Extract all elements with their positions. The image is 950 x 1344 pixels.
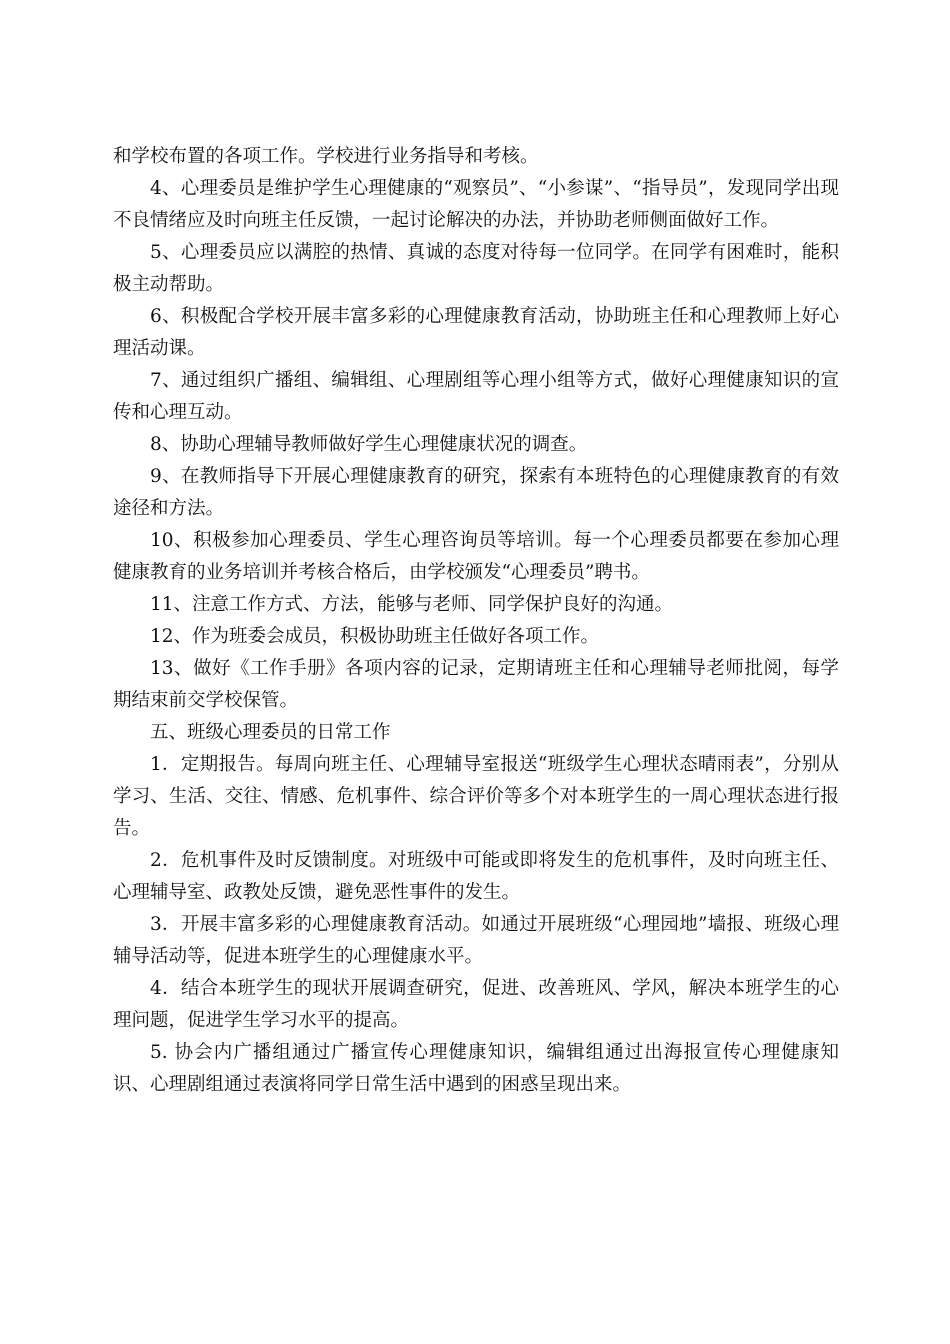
daily-work-item-2: 2．危机事件及时反馈制度。对班级中可能或即将发生的危机事件，及时向班主任、心理辅导室、政教处反馈，避免恶性事件的发生。 <box>113 850 839 903</box>
daily-work-item-4: 4．结合本班学生的现状开展调查研究，促进、改善班风、学风，解决本班学生的心理问题，促进学生学习水平的提高。 <box>113 978 839 1031</box>
paragraph-item-9: 9、在教师指导下开展心理健康教育的研究，探索有本班特色的心理健康教育的有效途径和方法。 <box>113 466 839 519</box>
daily-work-item-3: 3．开展丰富多彩的心理健康教育活动。如通过开展班级“心理园地”墙报、班级心理辅导活动等，促进本班学生的心理健康水平。 <box>113 914 839 967</box>
paragraph-item-8: 8、协助心理辅导教师做好学生心理健康状况的调查。 <box>150 434 588 455</box>
paragraph-item-10: 10、积极参加心理委员、学生心理咨询员等培训。每一个心理委员都要在参加心理健康教育的业务培训并考核合格后，由学校颁发“心理委员”聘书。 <box>113 530 839 583</box>
daily-work-item-1: 1．定期报告。每周向班主任、心理辅导室报送“班级学生心理状态晴雨表”，分别从学习、生活、交往、情感、危机事件、综合评价等多个对本班学生的一周心理状态进行报告。 <box>113 754 839 839</box>
daily-work-item-5: 5. 协会内广播组通过广播宣传心理健康知识，编辑组通过出海报宣传心理健康知识、心理剧组通过表演将同学日常生活中遇到的困惑呈现出来。 <box>113 1042 839 1095</box>
document-page <box>113 141 839 1101</box>
paragraph-item-4: 4、心理委员是维护学生心理健康的“观察员”、“小参谋”、“指导员”，发现同学出现不良情绪应及时向班主任反馈，一起讨论解决的办法，并协助老师侧面做好工作。 <box>113 178 839 231</box>
paragraph-item-11: 11、注意工作方式、方法，能够与老师、同学保护良好的沟通。 <box>150 594 674 615</box>
paragraph-item-6: 6、积极配合学校开展丰富多彩的心理健康教育活动，协助班主任和心理教师上好心理活动课。 <box>113 306 839 359</box>
paragraph-item-5: 5、心理委员应以满腔的热情、真诚的态度对待每一位同学。在同学有困难时，能积极主动帮助。 <box>113 242 839 295</box>
paragraph-continuation: 和学校布置的各项工作。学校进行业务指导和考核。 <box>113 146 539 167</box>
paragraph-item-13: 13、做好《工作手册》各项内容的记录，定期请班主任和心理辅导老师批阅，每学期结束前交学校保管。 <box>113 658 839 711</box>
paragraph-item-7: 7、通过组织广播组、编辑组、心理剧组等心理小组等方式，做好心理健康知识的宣传和心理互动。 <box>113 370 839 423</box>
section-heading: 五、班级心理委员的日常工作 <box>150 722 391 743</box>
paragraph-item-12: 12、作为班委会成员，积极协助班主任做好各项工作。 <box>150 626 600 647</box>
